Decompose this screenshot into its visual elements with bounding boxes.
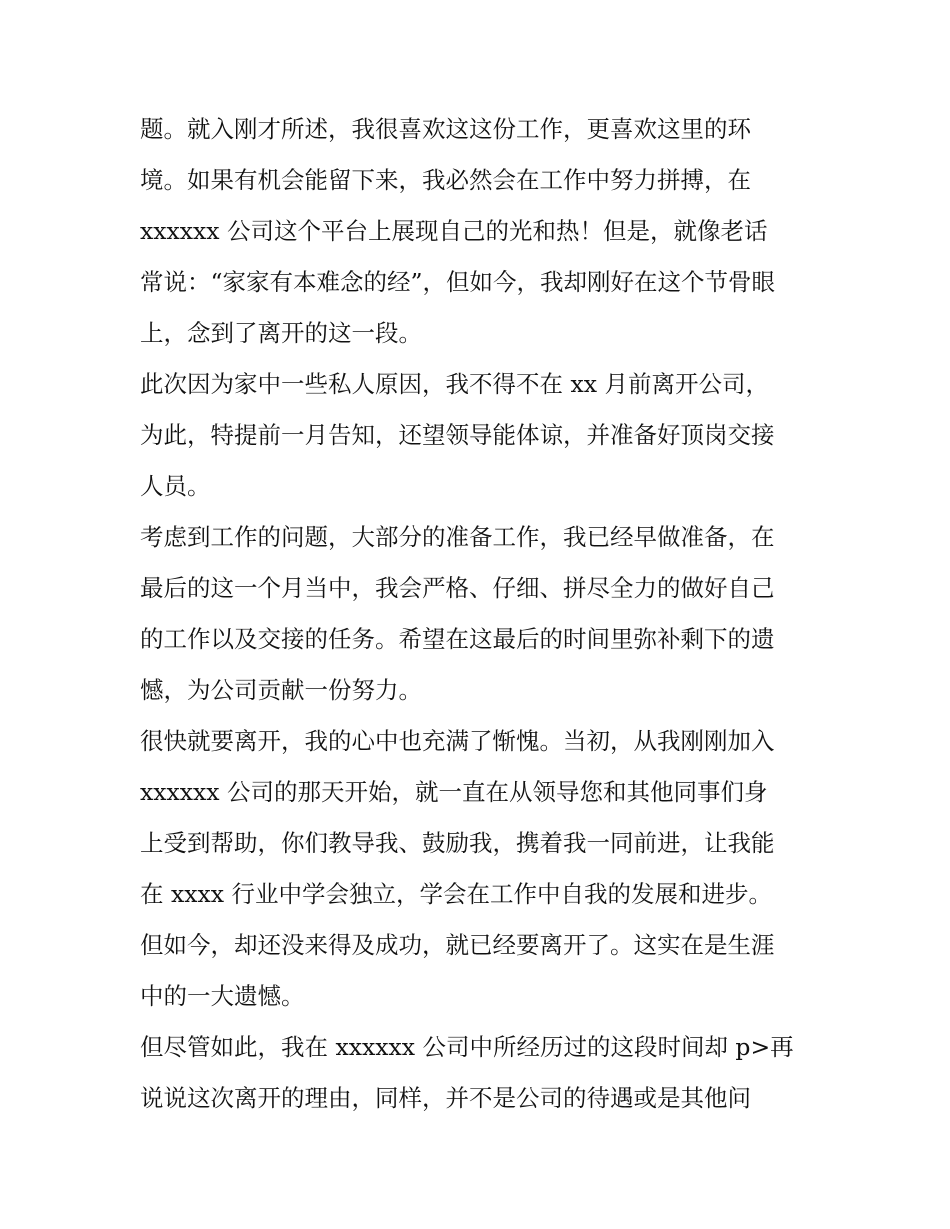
text-line: 最后的这一个月当中，我会严格、仔细、拼尽全力的做好自己 [140,574,775,602]
text-line: 境。如果有机会能留下来，我必然会在工作中努力拼搏，在 [140,166,751,194]
text-line: 上，念到了离开的这一段。 [140,319,422,347]
text-line: 常说：“家家有本难念的经”，但如今，我却刚好在这个节骨眼 [140,268,776,296]
document-body [140,104,820,1124]
text-line: 但尽管如此，我在 xxxxxx 公司中所经历过的这段时间却 p>再 [140,1033,794,1061]
text-line: 在 xxxx 行业中学会独立，学会在工作中自我的发展和进步。 [140,880,772,908]
text-line: 憾，为公司贡献一份努力。 [140,676,422,704]
text-line: xxxxxx 公司的那天开始，就一直在从领导您和其他同事们身 [140,778,768,806]
text-line: 为此，特提前一月告知，还望领导能体谅，并准备好顶岗交接 [140,421,775,449]
text-line: 的工作以及交接的任务。希望在这最后的时间里弥补剩下的遗 [140,625,775,653]
text-line: 此次因为家中一些私人原因，我不得不在 xx 月前离开公司， [140,370,769,398]
text-line: 考虑到工作的问题，大部分的准备工作，我已经早做准备，在 [140,523,775,551]
text-line: 题。就入刚才所述，我很喜欢这这份工作，更喜欢这里的环 [140,115,751,143]
text-line: 但如今，却还没来得及成功，就已经要离开了。这实在是生涯 [140,931,775,959]
text-line: 很快就要离开，我的心中也充满了惭愧。当初，从我刚刚加入 [140,727,775,755]
text-line: 中的一大遗憾。 [140,982,305,1010]
text-line: 上受到帮助，你们教导我、鼓励我，携着我一同前进，让我能 [140,829,775,857]
text-line: xxxxxx 公司这个平台上展现自己的光和热！但是，就像老话 [140,217,768,245]
text-line: 人员。 [140,472,211,500]
text-line: 说说这次离开的理由，同样，并不是公司的待遇或是其他问 [140,1084,751,1112]
